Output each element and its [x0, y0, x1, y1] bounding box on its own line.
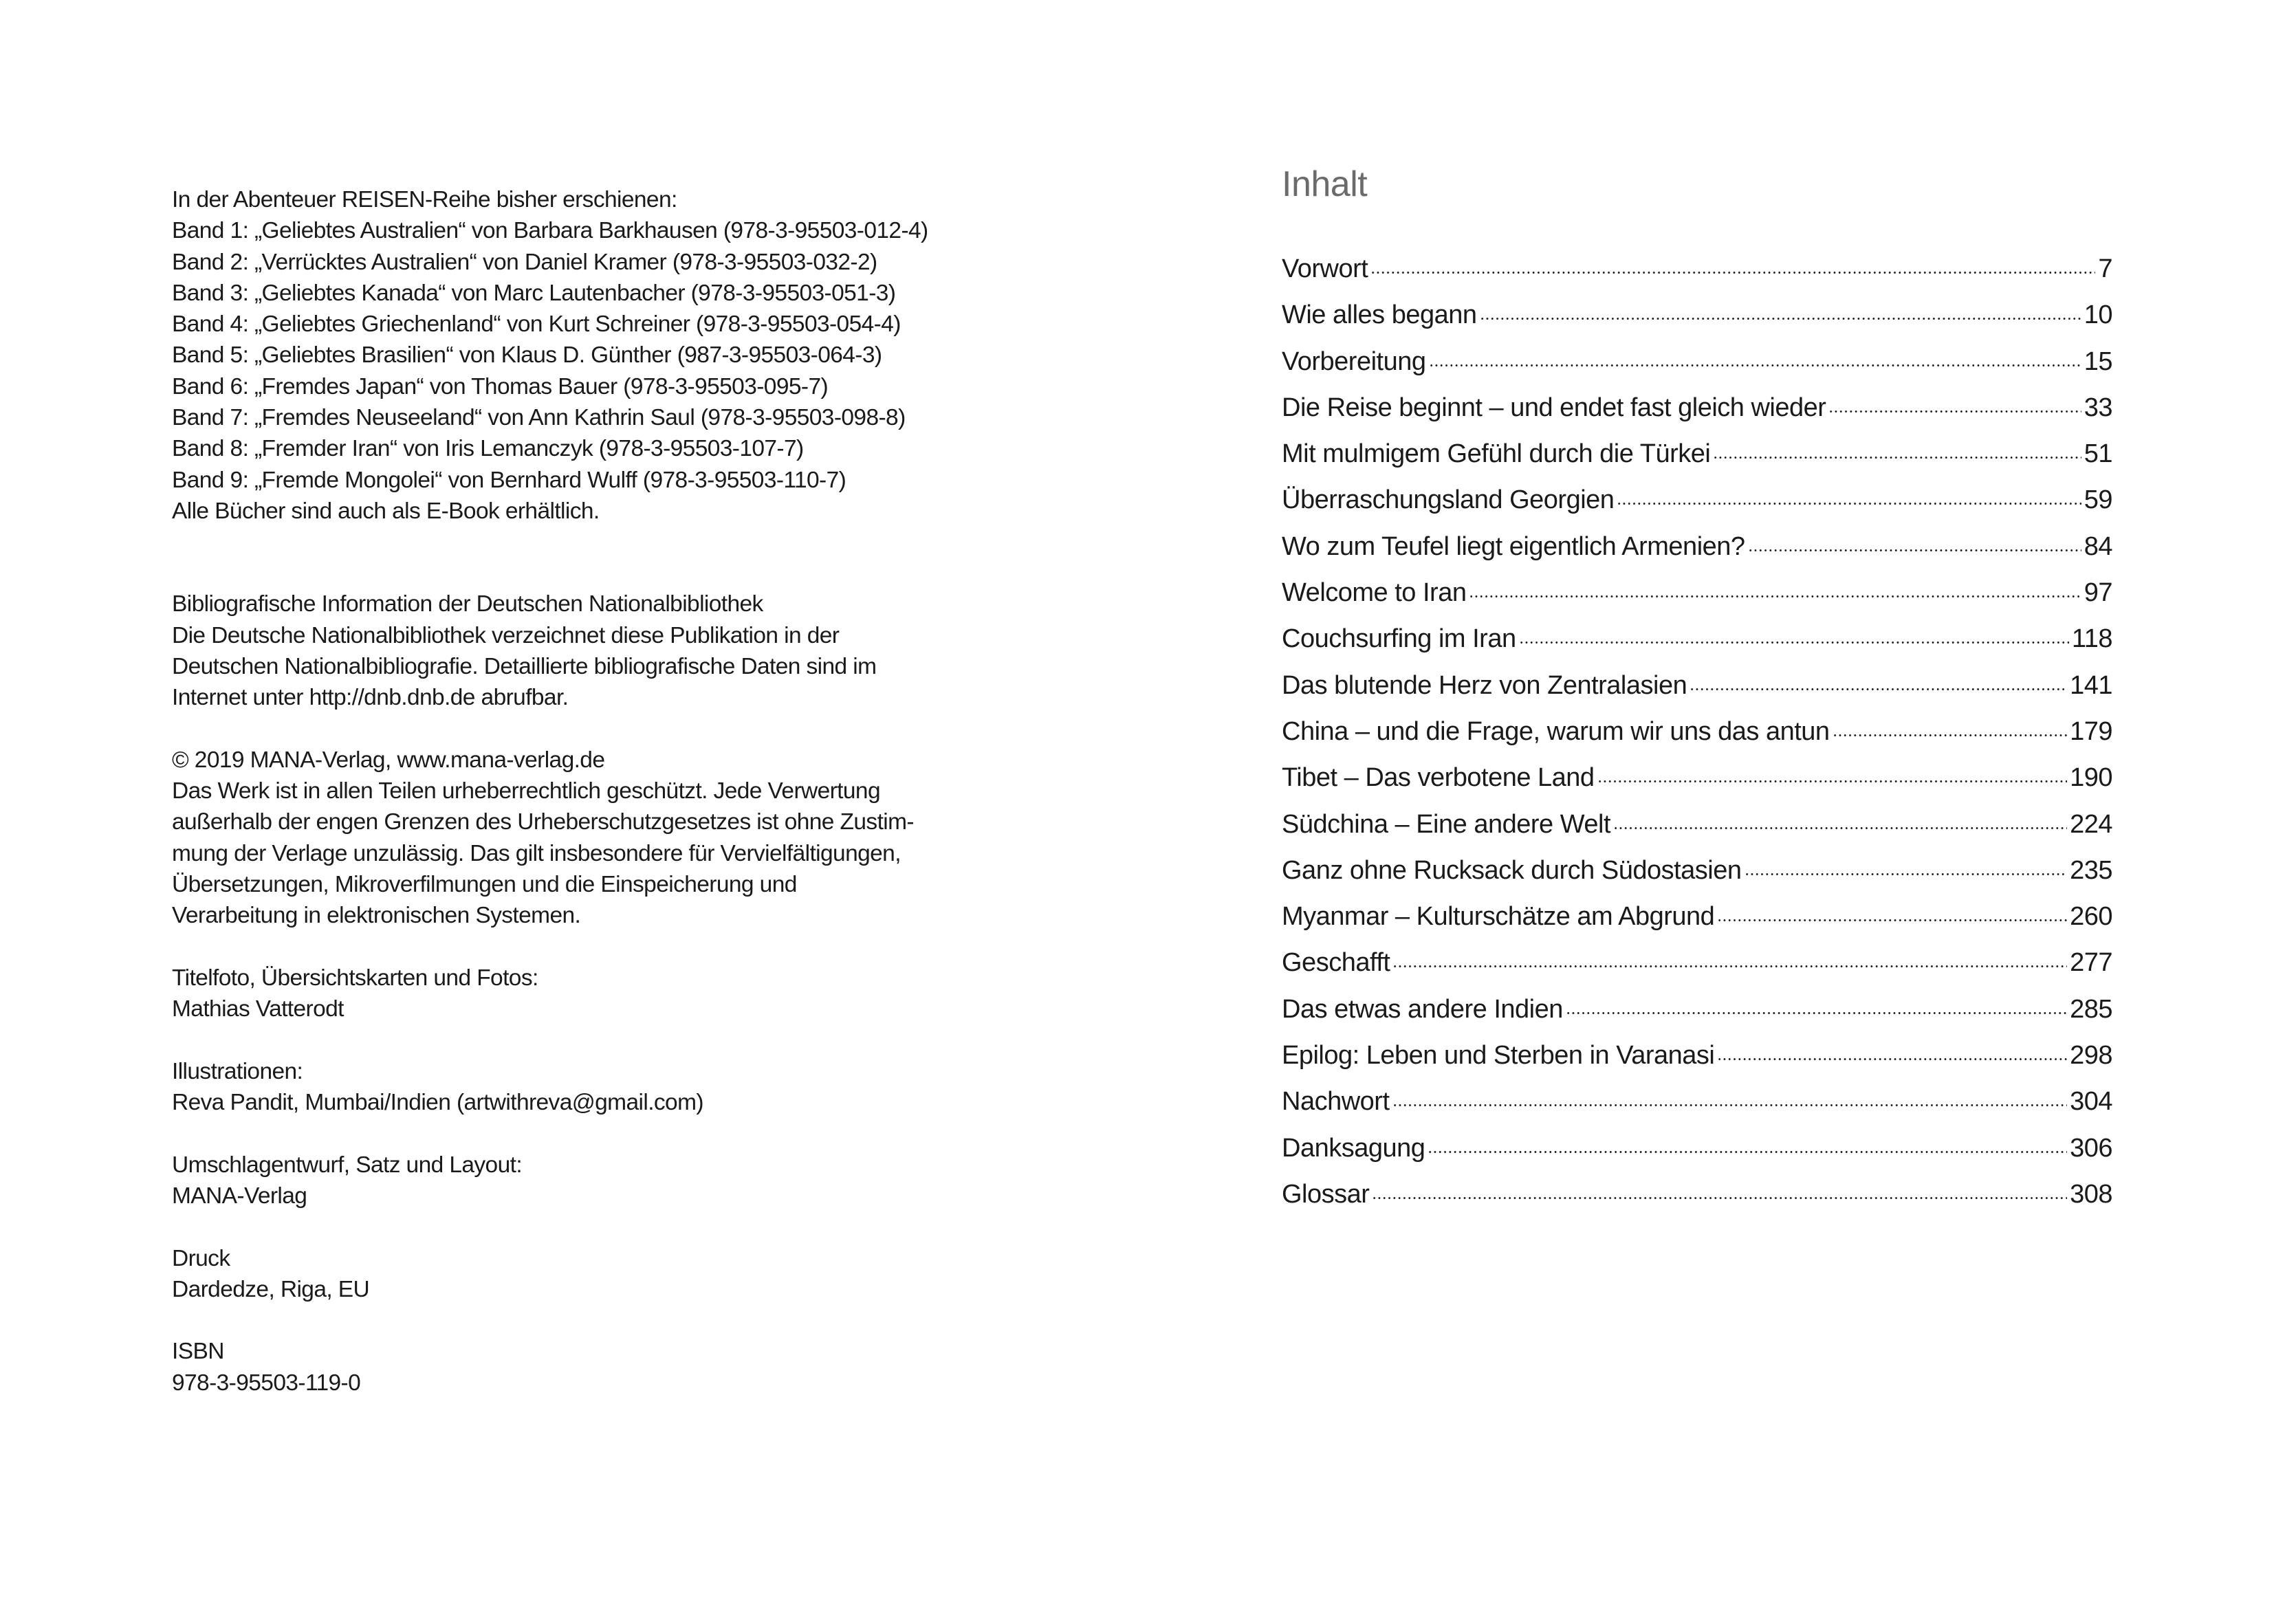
toc-entry-title: Überraschungsland Georgien — [1282, 485, 1615, 515]
dot-leader — [1480, 297, 2081, 323]
dot-leader — [1717, 899, 2067, 925]
imprint-text — [172, 184, 1031, 1398]
toc-entry-page-number: 7 — [2098, 254, 2112, 283]
isbn-value: 978-3-95503-119-0 — [172, 1370, 361, 1396]
copyright-line: © 2019 MANA-Verlag, www.mana-verlag.de — [172, 747, 605, 773]
dot-leader — [1392, 945, 2067, 971]
dot-leader — [1690, 668, 2067, 694]
toc-entry[interactable] — [1282, 616, 2112, 662]
dot-leader — [1372, 1176, 2067, 1203]
series-book: Band 7: „Fremdes Neuseeland“ von Ann Kathrin Saul (978-3-95503-098-8) — [172, 405, 906, 431]
toc-list — [1282, 246, 2112, 1218]
toc-entry[interactable] — [1282, 987, 2112, 1033]
toc-entry-page-number: 190 — [2070, 763, 2112, 793]
toc-entry-title: Epilog: Leben und Sterben in Varanasi — [1282, 1041, 1715, 1071]
dot-leader — [1519, 621, 2069, 647]
toc-entry[interactable] — [1282, 709, 2112, 755]
toc-entry-page-number: 308 — [2070, 1179, 2112, 1209]
dot-leader — [1429, 344, 2081, 370]
toc-entry-title: China – und die Frage, warum wir uns das antun — [1282, 716, 1830, 746]
toc-entry-page-number: 298 — [2070, 1041, 2112, 1071]
toc-entry-page-number: 235 — [2070, 855, 2112, 885]
toc-entry[interactable] — [1282, 1172, 2112, 1218]
toc-entry-title: Geschafft — [1282, 948, 1390, 978]
toc-entry-page-number: 10 — [2084, 300, 2112, 330]
toc-entry-title: Ganz ohne Rucksack durch Südostasien — [1282, 855, 1742, 885]
series-intro: In der Abenteuer REISEN-Reihe bisher erschienen: — [172, 187, 677, 212]
spacer — [172, 527, 1031, 589]
dot-leader — [1370, 251, 2095, 277]
toc-entry-title: Vorbereitung — [1282, 347, 1426, 376]
dot-leader — [1713, 436, 2081, 462]
toc-entry-title: Vorwort — [1282, 254, 1368, 283]
toc-entry-title: Südchina – Eine andere Welt — [1282, 809, 1611, 839]
toc-entry[interactable] — [1282, 663, 2112, 709]
toc-entry-title: Welcome to Iran — [1282, 578, 1467, 608]
credit-isbn — [172, 1336, 1031, 1398]
toc-entry-page-number: 141 — [2070, 670, 2112, 700]
credit-label: Titelfoto, Übersichtskarten und Fotos: — [172, 965, 538, 991]
toc-entry[interactable] — [1282, 524, 2112, 570]
toc-entry-title: Nachwort — [1282, 1087, 1390, 1117]
dot-leader — [1428, 1130, 2067, 1156]
credit-print — [172, 1243, 1031, 1306]
toc-entry-page-number: 84 — [2084, 531, 2112, 561]
credit-value: Dardedze, Riga, EU — [172, 1276, 370, 1302]
toc-entry-page-number: 260 — [2070, 902, 2112, 932]
credit-layout — [172, 1150, 1031, 1212]
toc-entry-page-number: 15 — [2084, 347, 2112, 376]
toc-entry[interactable] — [1282, 339, 2112, 385]
toc-entry[interactable] — [1282, 802, 2112, 848]
credit-label: Illustrationen: — [172, 1058, 303, 1084]
toc-entry[interactable] — [1282, 570, 2112, 616]
toc-entry[interactable] — [1282, 246, 2112, 292]
spacer — [172, 932, 1031, 963]
credit-label: ISBN — [172, 1339, 224, 1365]
dot-leader — [1828, 390, 2081, 416]
spacer — [172, 1305, 1031, 1336]
toc-entry-page-number: 33 — [2084, 393, 2112, 422]
toc-entry[interactable] — [1282, 292, 2112, 338]
copyright-line: Übersetzungen, Mikroverfilmungen und die Einspeicherung und — [172, 871, 797, 897]
toc-entry[interactable] — [1282, 1126, 2112, 1172]
toc-entry-title: Die Reise beginnt – und endet fast gleich wieder — [1282, 393, 1826, 422]
series-book: Band 8: „Fremder Iran“ von Iris Lemanczyk (978-3-95503-107-7) — [172, 436, 804, 462]
dot-leader — [1392, 1084, 2068, 1110]
series-book: Band 1: „Geliebtes Australien“ von Barbara Barkhausen (978-3-95503-012-4) — [172, 218, 928, 244]
toc-entry-page-number: 59 — [2084, 485, 2112, 515]
toc-title: Inhalt — [1282, 164, 1368, 204]
series-book: Band 3: „Geliebtes Kanada“ von Marc Lautenbacher (978-3-95503-051-3) — [172, 280, 896, 306]
bibliographic-info — [172, 589, 1031, 713]
toc-entry-title: Das blutende Herz von Zentralasien — [1282, 670, 1687, 700]
series-book: Band 5: „Geliebtes Brasilien“ von Klaus D. Günther (987-3-95503-064-3) — [172, 342, 882, 369]
dot-leader — [1566, 991, 2067, 1018]
bibliographic-heading: Bibliografische Information der Deutschen Nationalbibliothek — [172, 591, 763, 617]
toc-entry-page-number: 277 — [2070, 948, 2112, 978]
bibliographic-line: Die Deutsche Nationalbibliothek verzeichnet diese Publikation in der — [172, 622, 840, 648]
toc-entry-page-number: 97 — [2084, 578, 2112, 608]
ebook-note: Alle Bücher sind auch als E-Book erhältlich. — [172, 498, 600, 524]
spacer — [172, 1211, 1031, 1242]
toc-entry-title: Das etwas andere Indien — [1282, 994, 1563, 1024]
credit-value: Mathias Vatterodt — [172, 996, 344, 1022]
toc-entry[interactable] — [1282, 385, 2112, 431]
toc-entry-page-number: 285 — [2070, 994, 2112, 1024]
toc-entry-page-number: 118 — [2071, 624, 2112, 654]
toc-entry-title: Wo zum Teufel liegt eigentlich Armenien? — [1282, 531, 1745, 561]
toc-entry-page-number: 179 — [2070, 716, 2112, 746]
series-book: Band 6: „Fremdes Japan“ von Thomas Bauer (978-3-95503-095-7) — [172, 373, 829, 399]
dot-leader — [1717, 1038, 2067, 1064]
copyright-notice — [172, 745, 1031, 932]
series-book: Band 4: „Geliebtes Griechenland“ von Kurt Schreiner (978-3-95503-054-4) — [172, 311, 901, 338]
toc-entry-title: Couchsurfing im Iran — [1282, 624, 1516, 654]
dot-leader — [1748, 529, 2081, 555]
toc-entry[interactable] — [1282, 940, 2112, 986]
series-book: Band 9: „Fremde Mongolei“ von Bernhard Wulff (978-3-95503-110-7) — [172, 467, 846, 493]
dot-leader — [1745, 853, 2068, 879]
toc-entry-title: Glossar — [1282, 1179, 1370, 1209]
bibliographic-line: Deutschen Nationalbibliografie. Detaillierte bibliografische Daten sind im — [172, 653, 877, 679]
toc-entry[interactable] — [1282, 477, 2112, 523]
toc-entry-page-number: 304 — [2070, 1087, 2112, 1117]
spacer — [172, 1024, 1031, 1055]
spacer — [172, 713, 1031, 744]
copyright-line: außerhalb der engen Grenzen des Urheberschutzgesetzes ist ohne Zustim- — [172, 809, 914, 835]
credit-label: Umschlagentwurf, Satz und Layout: — [172, 1152, 523, 1178]
toc-entry-title: Mit mulmigem Gefühl durch die Türkei — [1282, 439, 1711, 469]
bibliographic-line: Internet unter http://dnb.dnb.de abrufbar. — [172, 685, 569, 711]
copyright-line: Das Werk ist in allen Teilen urheberrechtlich geschützt. Jede Verwertung — [172, 778, 880, 804]
copyright-line: mung der Verlage unzulässig. Das gilt insbesondere für Vervielfältigungen, — [172, 840, 901, 866]
series-list — [172, 184, 1031, 527]
toc-entry-title: Wie alles begann — [1282, 300, 1477, 330]
credit-illustrations — [172, 1056, 1031, 1119]
toc-entry-title: Danksagung — [1282, 1133, 1425, 1163]
credit-value: Reva Pandit, Mumbai/Indien (artwithreva@gmail.com) — [172, 1090, 703, 1116]
toc-entry-title: Myanmar – Kulturschätze am Abgrund — [1282, 902, 1715, 932]
toc-page — [1137, 0, 2274, 1624]
toc-entry-page-number: 224 — [2070, 809, 2112, 839]
dot-leader — [1613, 806, 2067, 833]
credit-value: MANA-Verlag — [172, 1183, 307, 1209]
series-book: Band 2: „Verrücktes Australien“ von Daniel Kramer (978-3-95503-032-2) — [172, 249, 877, 275]
dot-leader — [1597, 760, 2068, 786]
toc-entry[interactable] — [1282, 894, 2112, 940]
toc-entry-page-number: 306 — [2070, 1133, 2112, 1163]
spacer — [172, 1118, 1031, 1149]
toc-entry-page-number: 51 — [2084, 439, 2112, 469]
credit-label: Druck — [172, 1245, 230, 1271]
toc-entry[interactable] — [1282, 755, 2112, 801]
dot-leader — [1833, 714, 2068, 740]
toc-entry[interactable] — [1282, 848, 2112, 894]
toc-entry[interactable] — [1282, 1079, 2112, 1125]
toc-entry[interactable] — [1282, 431, 2112, 477]
dot-leader — [1469, 575, 2081, 601]
dot-leader — [1617, 482, 2081, 508]
copyright-line: Verarbeitung in elektronischen Systemen. — [172, 903, 581, 929]
credit-photos — [172, 963, 1031, 1025]
toc-entry-title: Tibet – Das verbotene Land — [1282, 763, 1595, 793]
toc-entry[interactable] — [1282, 1033, 2112, 1079]
